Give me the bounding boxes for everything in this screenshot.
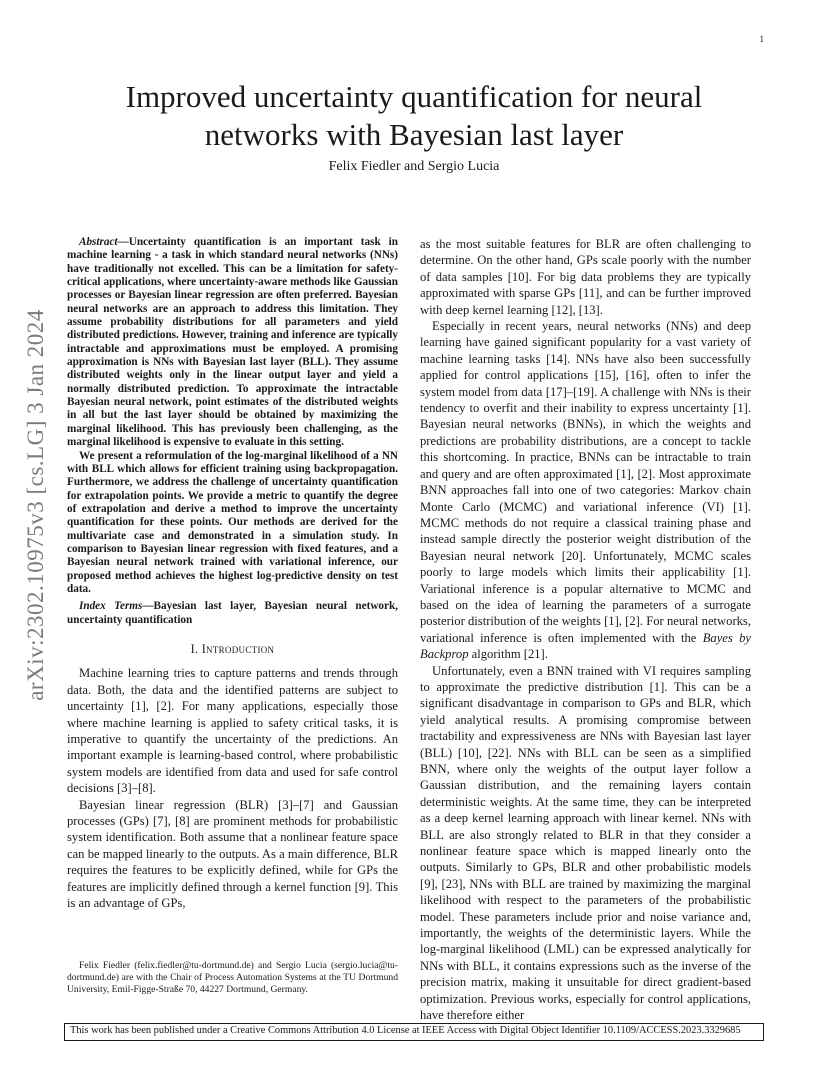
right-paragraph-2	[420, 318, 751, 663]
left-column	[67, 236, 398, 911]
bayes-by-backprop-emphasis: Bayes by Backprop	[420, 630, 751, 662]
right-paragraph-2-end: algorithm [21].	[468, 647, 548, 662]
author-footnote	[67, 960, 398, 997]
abstract-paragraph-1: Abstract—Uncertainty quantification is an important task in machine learning - a task in which standard neural networks (NNs) have traditionally not excelled. This can be a limitation for safety-critical applications, where uncertainty-aware methods like Gaussian processes or Bayesian linear regression are often preferred. Bayesian neural networks are an approach to address this limitation. They assume probability distributions for all parameters and yield distributed predictions. However, training and inference are typically intractable and approximations must be employed. A promising approximation is NNs with Bayesian last layer (BLL). They assume distributed weights only in the linear output layer and yield a normally distributed prediction. To approximate the intractable Bayesian neural network, point estimates of the distributed weights in all but the last layer should be obtained by maximizing the marginal likelihood. This has previously been challenging, as the marginal likelihood is expensive to evaluate in this setting.	[67, 236, 398, 449]
abstract	[67, 236, 398, 596]
abstract-text-1: Uncertainty quantification is an important task in machine learning - a task in which standard neural networks (NNs) have traditionally not excelled. This can be a limitation for safety-critical applications, where uncertainty-aware methods like Gaussian processes or Bayesian linear regression are often preferred. Bayesian neural networks are an approach to address this limitation. They assume probability distributions for all parameters and yield distributed predictions. However, training and inference are typically intractable and approximations must be employed. A promising approximation is NNs with Bayesian last layer (BLL). They assume distributed weights only in the linear output layer and yield a normally distributed prediction. To approximate the intractable Bayesian neural network, point estimates of the distributed weights in all but the last layer should be obtained by maximizing the marginal likelihood. This has previously been challenging, as the marginal likelihood is expensive to evaluate in this setting.	[67, 236, 398, 449]
right-column	[420, 236, 751, 1024]
abstract-lead: Abstract	[79, 236, 118, 248]
arxiv-identifier	[6, 295, 66, 715]
right-paragraph-2-text: Especially in recent years, neural networks (NNs) and deep learning have gained significant popularity for a vast variety of machine learning tasks [14]. NNs have also been successfully applied for control applications [15], [16], often to infer the system model from data [17]–[19]. A challenge with NNs is their tendency to overfit and their inability to express uncertainty [1]. Bayesian neural networks (BNNs), in which the weights and predictions are probability distributions, are a concept to tackle this shortcoming. In practice, BNNs can be intractable to train and query and are often approximated [1], [2]. Most approximate BNN approaches fall into one of two categories: Markov chain Monte Carlo (MCMC) and variational inference (VI) [1]. MCMC methods do not require a classical training phase and instead sample directly the posterior weight distribution of the Bayesian neural network [20]. Unfortunately, MCMC scales poorly to large models which limits their applicability [1]. Variational inference is a popular alternative to MCMC and based on the idea of learning the parameters of a surrogate posterior distribution of the weights [1], [2]. For neural networks, variational inference is often implemented with the	[420, 319, 751, 645]
page-number: 1	[759, 34, 764, 44]
arxiv-identifier-text: arXiv:2302.10975v3 [cs.LG] 3 Jan 2024	[23, 309, 48, 701]
intro-paragraph-1: Machine learning tries to capture patterns and trends through data. Both, the data and the identified patterns are subject to uncertainty [1], [2]. For many applications, especially those where machine learning is applied to safety critical tasks, it is imperative to quantify the uncertainty of the predictions. An important example is learning-based control, where probabilistic system models are identified from data and used for safe control decisions [3]–[8].	[67, 666, 398, 796]
abstract-paragraph-2: We present a reformulation of the log-marginal likelihood of a NN with BLL which allows for efficient training using backpropagation. Furthermore, we address the challenge of uncertainty quantification for extrapolation points. We provide a metric to quantify the degree of extrapolation and derive a method to improve the uncertainty quantification for these points. Our methods are derived for the multivariate case and demonstrated in a simulation study. In comparison to Bayesian linear regression with fixed features, and a Bayesian neural network trained with variational inference, our proposed method achieves the highest log-predictive density on test data.	[67, 449, 398, 595]
index-terms: Index Terms—Bayesian last layer, Bayesian neural network, uncertainty quantification	[67, 600, 398, 626]
intro-paragraph-2: Bayesian linear regression (BLR) [3]–[7] and Gaussian processes (GPs) [7], [8] are prominent methods for probabilistic system identification. Both assume that a nonlinear feature space can be mapped linearly to the outputs. As a main difference, BLR requires the features to be explicitly defined, while for GPs the features are implicitly defined through a kernel function [9]. This is an advantage of GPs,	[67, 797, 398, 911]
right-paragraph-3: Unfortunately, even a BNN trained with VI requires sampling to approximate the predictive distribution [1]. This can be a significant disadvantage in comparison to GPs and BLR, which yield analytical results. A promising compromise between tractability and expressiveness are NNs with Bayesian last layer (BLL) [10], [22]. NNs with BLL can be seen as a simplified BNN, where only the weights of the output layer follow a Gaussian distribution, and the remaining layers contain deterministic weights. At the same time, they can be interpreted as a deep kernel learning approach with linear kernel. NNs with BLL are also strongly related to BLR in that they consider a nonlinear feature space which is mapped linearly onto the outputs. Similarly to GPs, BLR and other probabilistic models [9], [23], NNs with BLL are trained by maximizing the marginal likelihood with respect to the parameters of the probabilistic model. These parameters include prior and noise variance and, importantly, the weights of the deterministic layers. While the log-marginal likelihood (LML) can be expressed analytically for NNs with BLL, it contains expressions such as the inverse of the precision matrix, making it unsuitable for direct gradient-based optimization. Previous works, especially for control applications, have therefore either	[420, 663, 751, 1023]
index-terms-text: Bayesian last layer, Bayesian neural network, uncertainty quantification	[67, 600, 398, 626]
license-notice: This work has been published under a Creative Commons Attribution 4.0 License at IEEE Access with Digital Object Identifier 10.1109/ACCESS.2023.3329685	[64, 1023, 764, 1041]
author-footnote-text: Felix Fiedler (felix.fiedler@tu-dortmund.de) and Sergio Lucia (sergio.lucia@tu-dortmund.de) are with the Chair of Process Automation Systems at the TU Dortmund University, Emil-Figge-Straße 70, 44227 Dortmund, Germany.	[67, 960, 398, 996]
index-terms-lead: Index Terms	[79, 600, 143, 613]
section-title: Introduction	[201, 641, 275, 656]
section-heading-introduction	[67, 641, 398, 657]
section-number: I.	[190, 641, 202, 656]
right-paragraph-1: as the most suitable features for BLR are often challenging to determine. On the other hand, GPs scale poorly with the number of data samples [10]. For big data problems they are typically approximated with sparse GPs [11], and can be further improved with deep kernel learning [12], [13].	[420, 237, 751, 317]
paper-authors: Felix Fiedler and Sergio Lucia	[328, 159, 500, 174]
paper-title: Improved uncertainty quantification for neural networks with Bayesian last layer	[125, 79, 703, 152]
